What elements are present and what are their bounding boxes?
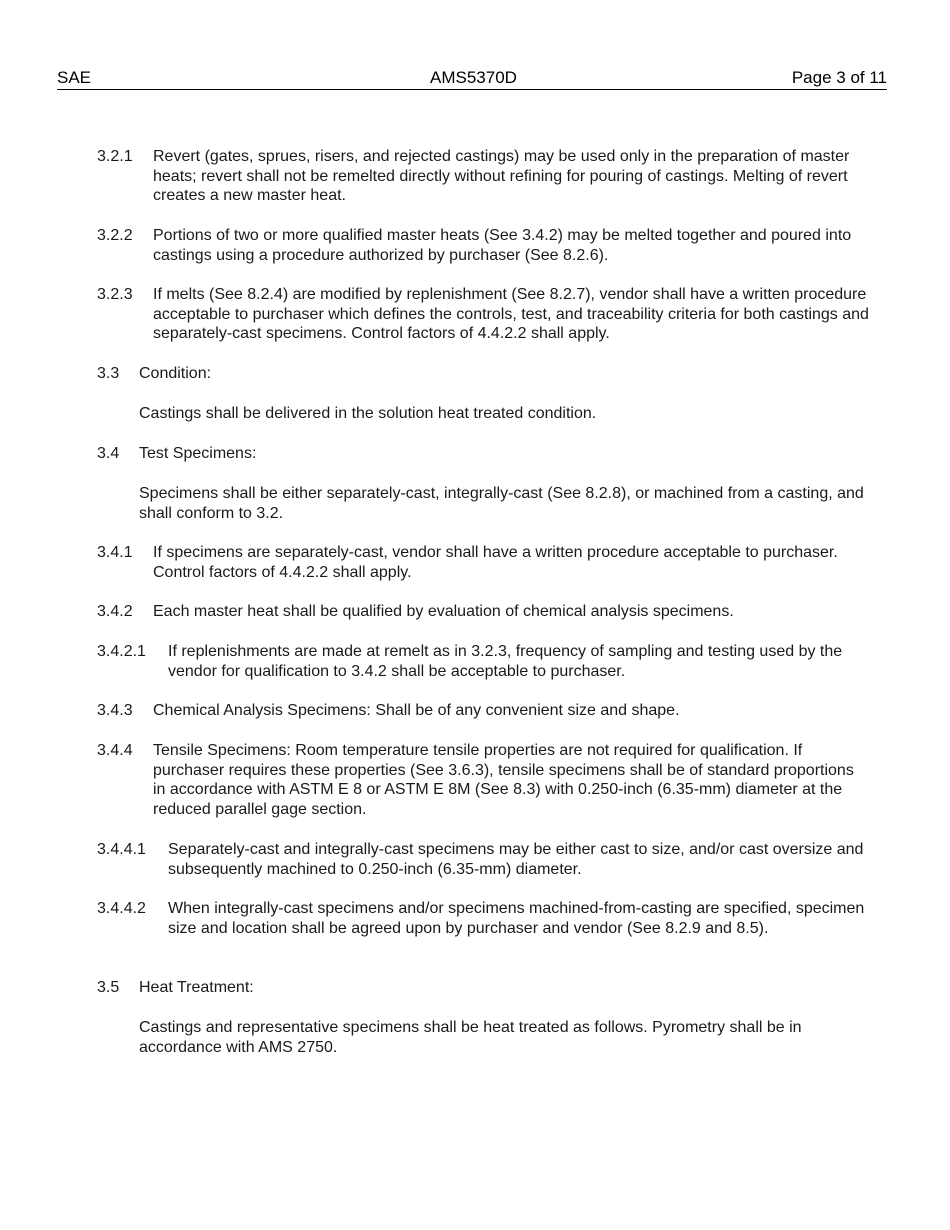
page-header [57, 67, 887, 90]
section-heading: Test Specimens: [139, 445, 257, 462]
section-number: 3.4.2 [97, 603, 133, 620]
section-number: 3.3 [97, 365, 120, 382]
section-text: Portions of two or more qualified master heats (See 3.4.2) may be melted together and poured into castings using a procedure authorized by purchaser (See 8.2.6). [153, 227, 852, 264]
section-text: Each master heat shall be qualified by evaluation of chemical analysis specimens. [153, 603, 734, 620]
section-text: Chemical Analysis Specimens: Shall be of any convenient size and shape. [153, 702, 680, 719]
section-number: 3.2.1 [97, 148, 133, 165]
section-number: 3.4.4.2 [97, 900, 146, 917]
section-text: Separately-cast and integrally-cast specimens may be either cast to size, and/or cast oversize and subsequently machined to 0.250-inch (6.35-mm) diameter. [168, 841, 864, 878]
section-number: 3.4.4.1 [97, 841, 146, 858]
section-text: If replenishments are made at remelt as in 3.2.3, frequency of sampling and testing used by the vendor for qualification to 3.4.2 shall be acceptable to purchaser. [168, 643, 843, 680]
section-text: When integrally-cast specimens and/or specimens machined-from-casting are specified, specimen size and location shall be agreed upon by purchaser and vendor (See 8.2.9 and 8.5). [168, 900, 865, 937]
section-number: 3.2.2 [97, 227, 133, 244]
header-org: SAE [57, 68, 92, 87]
section-text: Castings and representative specimens shall be heat treated as follows. Pyrometry shall be in accordance with AMS 2750. [139, 1019, 802, 1056]
header-doc-id: AMS5370D [430, 68, 517, 87]
section-number: 3.4 [97, 445, 120, 462]
section-number: 3.2.3 [97, 286, 133, 303]
section-number: 3.4.1 [97, 544, 133, 561]
section-number: 3.5 [97, 979, 120, 996]
section-number: 3.4.3 [97, 702, 133, 719]
section-text: Castings shall be delivered in the solution heat treated condition. [139, 405, 597, 422]
section-text: Specimens shall be either separately-cast, integrally-cast (See 8.2.8), or machined from a casting, and shall conform to 3.2. [139, 485, 864, 522]
section-number: 3.4.2.1 [97, 643, 146, 660]
header-page-number: Page 3 of 11 [791, 68, 887, 87]
section-heading: Condition: [139, 365, 212, 382]
section-heading: Heat Treatment: [139, 979, 254, 996]
section-text: If melts (See 8.2.4) are modified by replenishment (See 8.2.7), vendor shall have a written procedure acceptable to purchaser which defines the controls, test, and traceability criteria for both castings and separately-cast specimens. Control factors of 4.4.2.2 shall apply. [153, 286, 869, 342]
section-number: 3.4.4 [97, 742, 133, 759]
section-text: Revert (gates, sprues, risers, and rejected castings) may be used only in the preparation of master heats; revert shall not be remelted directly without refining for pouring of castings. Melting of revert creates a new master heat. [153, 148, 850, 204]
section-text: If specimens are separately-cast, vendor shall have a written procedure acceptable to purchaser. Control factors of 4.4.2.2 shall apply. [153, 544, 838, 581]
section-text: Tensile Specimens: Room temperature tensile properties are not required for qualification. If purchaser requires these properties (See 3.6.3), tensile specimens shall be of standard proportions in accordance with ASTM E 8 or ASTM E 8M (See 8.3) with 0.250-inch (6.35-mm) diameter at the reduced parallel gage section. [153, 742, 854, 818]
